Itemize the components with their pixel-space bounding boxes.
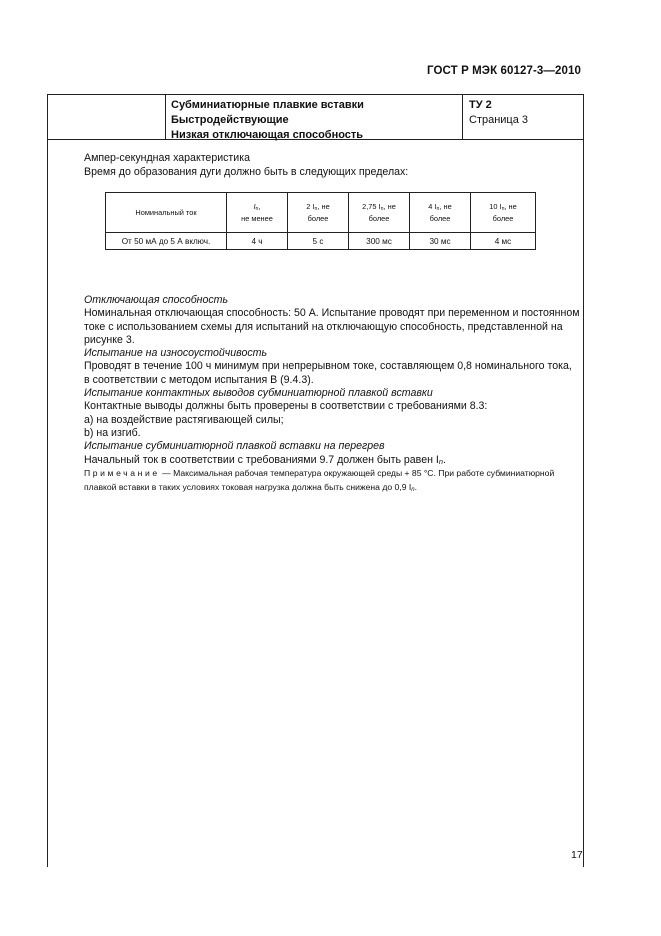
tu-label: ТУ 2 [469,99,492,111]
table-header-row [106,193,536,233]
sheet-page-label: Страница 3 [469,114,529,126]
list-item-a: а) на воздействие растягивающей силы; [84,413,284,426]
frame-header [48,95,583,140]
header-cell-4: 4 $I_n$, не более [410,193,471,233]
cell-current-range: От 50 мА до 5 А включ. [106,233,227,250]
header-cell-1: $I_n$, не менее [227,193,288,233]
section-title-terminals: Испытание контактных выводов субминиатюрной плавкой вставки [84,387,433,400]
title-line-2: Быстродействующие [171,114,289,126]
title-line-3: Низкая отключающая способность [171,129,364,141]
document-code-header: ГОСТ Р МЭК 60127-3—2010 [427,65,581,77]
section-title-overheat: Испытание субминиатюрной плавкой вставки на перегрев [84,440,385,453]
table-row [106,233,536,250]
page-number: 17 [571,849,583,861]
cell-value: 4 ч [227,233,288,250]
header-cell-3: 2,75 $I_n$, не более [349,193,410,233]
cell-value: 5 с [288,233,349,250]
frame-header-blank-cell [48,95,166,139]
section-title-breaking: Отключающая способность [84,294,229,306]
note-label: Примечание [84,468,160,478]
note-block: Примечание — Максимальная рабочая температура окружающей среды + 85 °С. При работе субминиатюрной плавкой вставки в таких условиях токовая нагрузка должна быть снижена до 0,9 $I_n$. [84,468,555,493]
frame-header-title [166,95,463,139]
header-cell-2: 2 $I_n$, не более [288,193,349,233]
cell-value: 30 мс [410,233,471,250]
cell-value: 300 мс [349,233,410,250]
intro-block [84,152,580,179]
section-text-overheat: Начальный ток в соответствии с требованиями 9.7 должен быть равен $I_n$. [84,453,446,466]
header-cell-5: 10 $I_n$, не более [471,193,536,233]
frame-header-sheet-info [464,95,583,139]
section-title-endurance: Испытание на износоустойчивость [84,347,268,360]
intro-line-2: Время до образования дуги должно быть в следующих пределах: [84,165,409,178]
section-text-breaking: Номинальная отключающая способность: 50 А. Испытание проводят при переменном и постоянном токе с использованием схемы для испытаний на отключающую способность, представленной на рисунке 3. [84,307,580,346]
list-item-b: b) на изгиб. [84,426,141,439]
sections-block [84,294,580,468]
note-text: — Максимальная рабочая температура окружающей среды + 85 °С. При работе субминиатюрной плавкой вставки в таких условиях токовая нагрузка должна быть снижена до 0,9 I [84,468,555,492]
intro-line-1: Ампер-секундная характеристика [84,152,250,164]
header-cell-rated-current: Номинальный ток [106,193,227,233]
section-text-endurance: Проводят в течение 100 ч минимум при непрерывном токе, составляющем 0,8 номинального тока, в соответствии с методом испытания В (9.4.3). [84,360,572,386]
section-text-terminals: Контактные выводы должны быть проверены в соответствии с требованиями 8.3: [84,400,488,413]
title-line-1: Субминиатюрные плавкие вставки [171,99,364,111]
cell-value: 4 мс [471,233,536,250]
time-current-table [105,192,536,250]
